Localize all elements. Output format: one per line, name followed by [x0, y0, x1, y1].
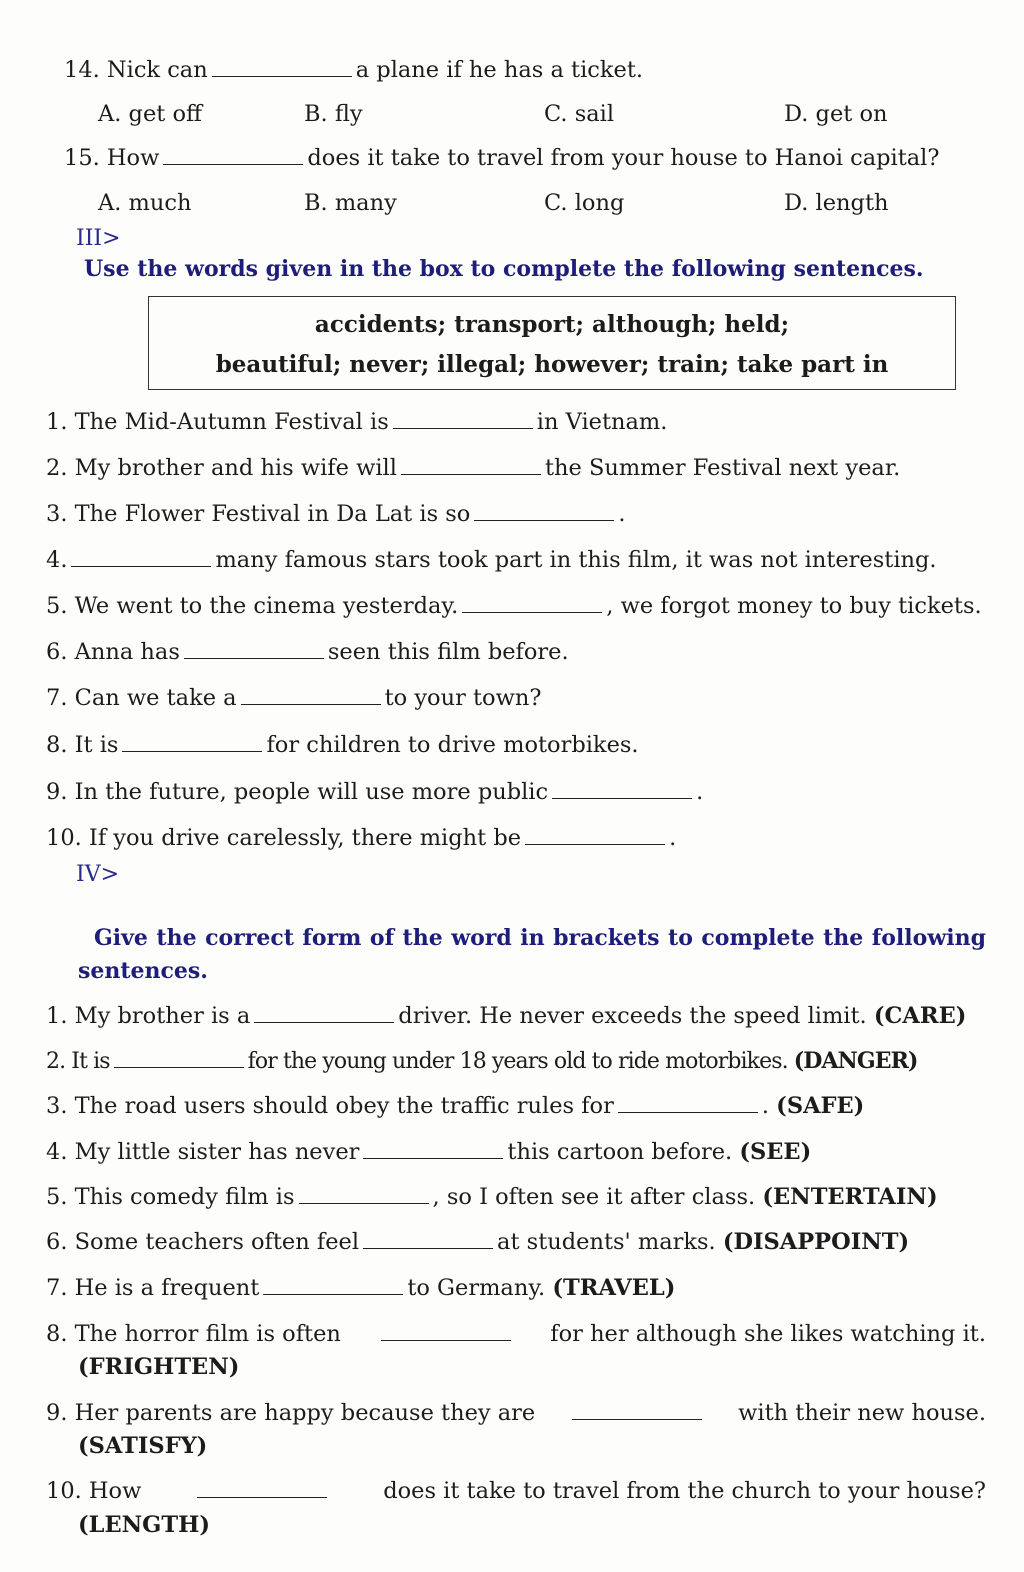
answer-blank[interactable]: [263, 1274, 403, 1295]
s3-item-4: 4. many famous stars took part in this film, it was not interesting.: [46, 547, 937, 573]
answer-blank[interactable]: [212, 56, 352, 77]
answer-blank[interactable]: [618, 1092, 758, 1113]
section-4-instruction-line-1: Give the correct form of the word in brackets to complete the following: [94, 925, 986, 951]
option-d: D. length: [784, 190, 889, 216]
option-a: A. much: [98, 190, 192, 216]
answer-blank[interactable]: [71, 546, 211, 567]
answer-blank[interactable]: [241, 684, 381, 705]
answer-blank[interactable]: [462, 592, 602, 613]
s4-item-9-word: (SATISFY): [78, 1433, 208, 1459]
question-14: 14. Nick can a plane if he has a ticket.: [64, 57, 644, 83]
s3-item-6: 6. Anna has seen this film before.: [46, 639, 569, 665]
answer-blank[interactable]: [393, 408, 533, 429]
answer-blank[interactable]: [122, 731, 262, 752]
question-15: 15. How does it take to travel from your house to Hanoi capital?: [64, 145, 940, 171]
s4-item-6: 6. Some teachers often feel at students' marks. (DISAPPOINT): [46, 1229, 910, 1255]
s3-item-3: 3. The Flower Festival in Da Lat is so .: [46, 501, 626, 527]
s3-item-1: 1. The Mid-Autumn Festival is in Vietnam.: [46, 409, 668, 435]
answer-blank[interactable]: [552, 778, 692, 799]
section-4-number: IV>: [76, 862, 120, 887]
s3-item-9: 9. In the future, people will use more public .: [46, 779, 704, 805]
s3-item-8: 8. It is for children to drive motorbikes.: [46, 732, 639, 758]
answer-blank[interactable]: [163, 144, 303, 165]
option-b: B. many: [304, 190, 397, 216]
answer-blank[interactable]: [401, 454, 541, 475]
s4-item-3: 3. The road users should obey the traffic rules for . (SAFE): [46, 1093, 865, 1119]
s4-item-8-word: (FRIGHTEN): [78, 1354, 240, 1380]
s3-item-2: 2. My brother and his wife will the Summer Festival next year.: [46, 455, 901, 481]
s4-item-10-word: (LENGTH): [78, 1512, 211, 1538]
option-a: A. get off: [98, 101, 202, 127]
answer-blank[interactable]: [381, 1320, 511, 1341]
s4-item-1: 1. My brother is a driver. He never exceeds the speed limit. (CARE): [46, 1003, 967, 1029]
s4-item-2: 2. It is for the young under 18 years old to ride motorbikes. (DANGER): [46, 1048, 918, 1074]
answer-blank[interactable]: [572, 1399, 702, 1420]
s3-item-10: 10. If you drive carelessly, there might be .: [46, 825, 677, 851]
s4-item-4: 4. My little sister has never this cartoon before. (SEE): [46, 1139, 812, 1165]
answer-blank[interactable]: [114, 1047, 244, 1068]
s4-item-9: 9. Her parents are happy because they are with their new house.: [46, 1400, 986, 1426]
option-c: C. sail: [544, 101, 615, 127]
section-4-instruction-line-2: sentences.: [78, 958, 208, 984]
option-b: B. fly: [304, 101, 363, 127]
answer-blank[interactable]: [299, 1183, 429, 1204]
s4-item-10: 10. How does it take to travel from the church to your house?: [46, 1478, 986, 1504]
option-d: D. get on: [784, 101, 888, 127]
answer-blank[interactable]: [363, 1228, 493, 1249]
answer-blank[interactable]: [197, 1477, 327, 1498]
option-c: C. long: [544, 190, 625, 216]
section-3-number: III>: [76, 226, 121, 251]
answer-blank[interactable]: [525, 824, 665, 845]
s4-item-5: 5. This comedy film is , so I often see it after class. (ENTERTAIN): [46, 1184, 938, 1210]
answer-blank[interactable]: [254, 1002, 394, 1023]
section-3-instruction: Use the words given in the box to complete the following sentences.: [84, 256, 924, 282]
s4-item-8: 8. The horror film is often for her although she likes watching it.: [46, 1321, 986, 1347]
s3-item-5: 5. We went to the cinema yesterday. , we forgot money to buy tickets.: [46, 593, 982, 619]
answer-blank[interactable]: [363, 1138, 503, 1159]
word-box: [148, 296, 956, 390]
answer-blank[interactable]: [474, 500, 614, 521]
s4-item-7: 7. He is a frequent to Germany. (TRAVEL): [46, 1275, 676, 1301]
answer-blank[interactable]: [184, 638, 324, 659]
s3-item-7: 7. Can we take a to your town?: [46, 685, 542, 711]
word-box-line-1: accidents; transport; although; held;: [314, 311, 790, 338]
word-box-line-2: beautiful; never; illegal; however; train; take part in: [215, 351, 889, 378]
